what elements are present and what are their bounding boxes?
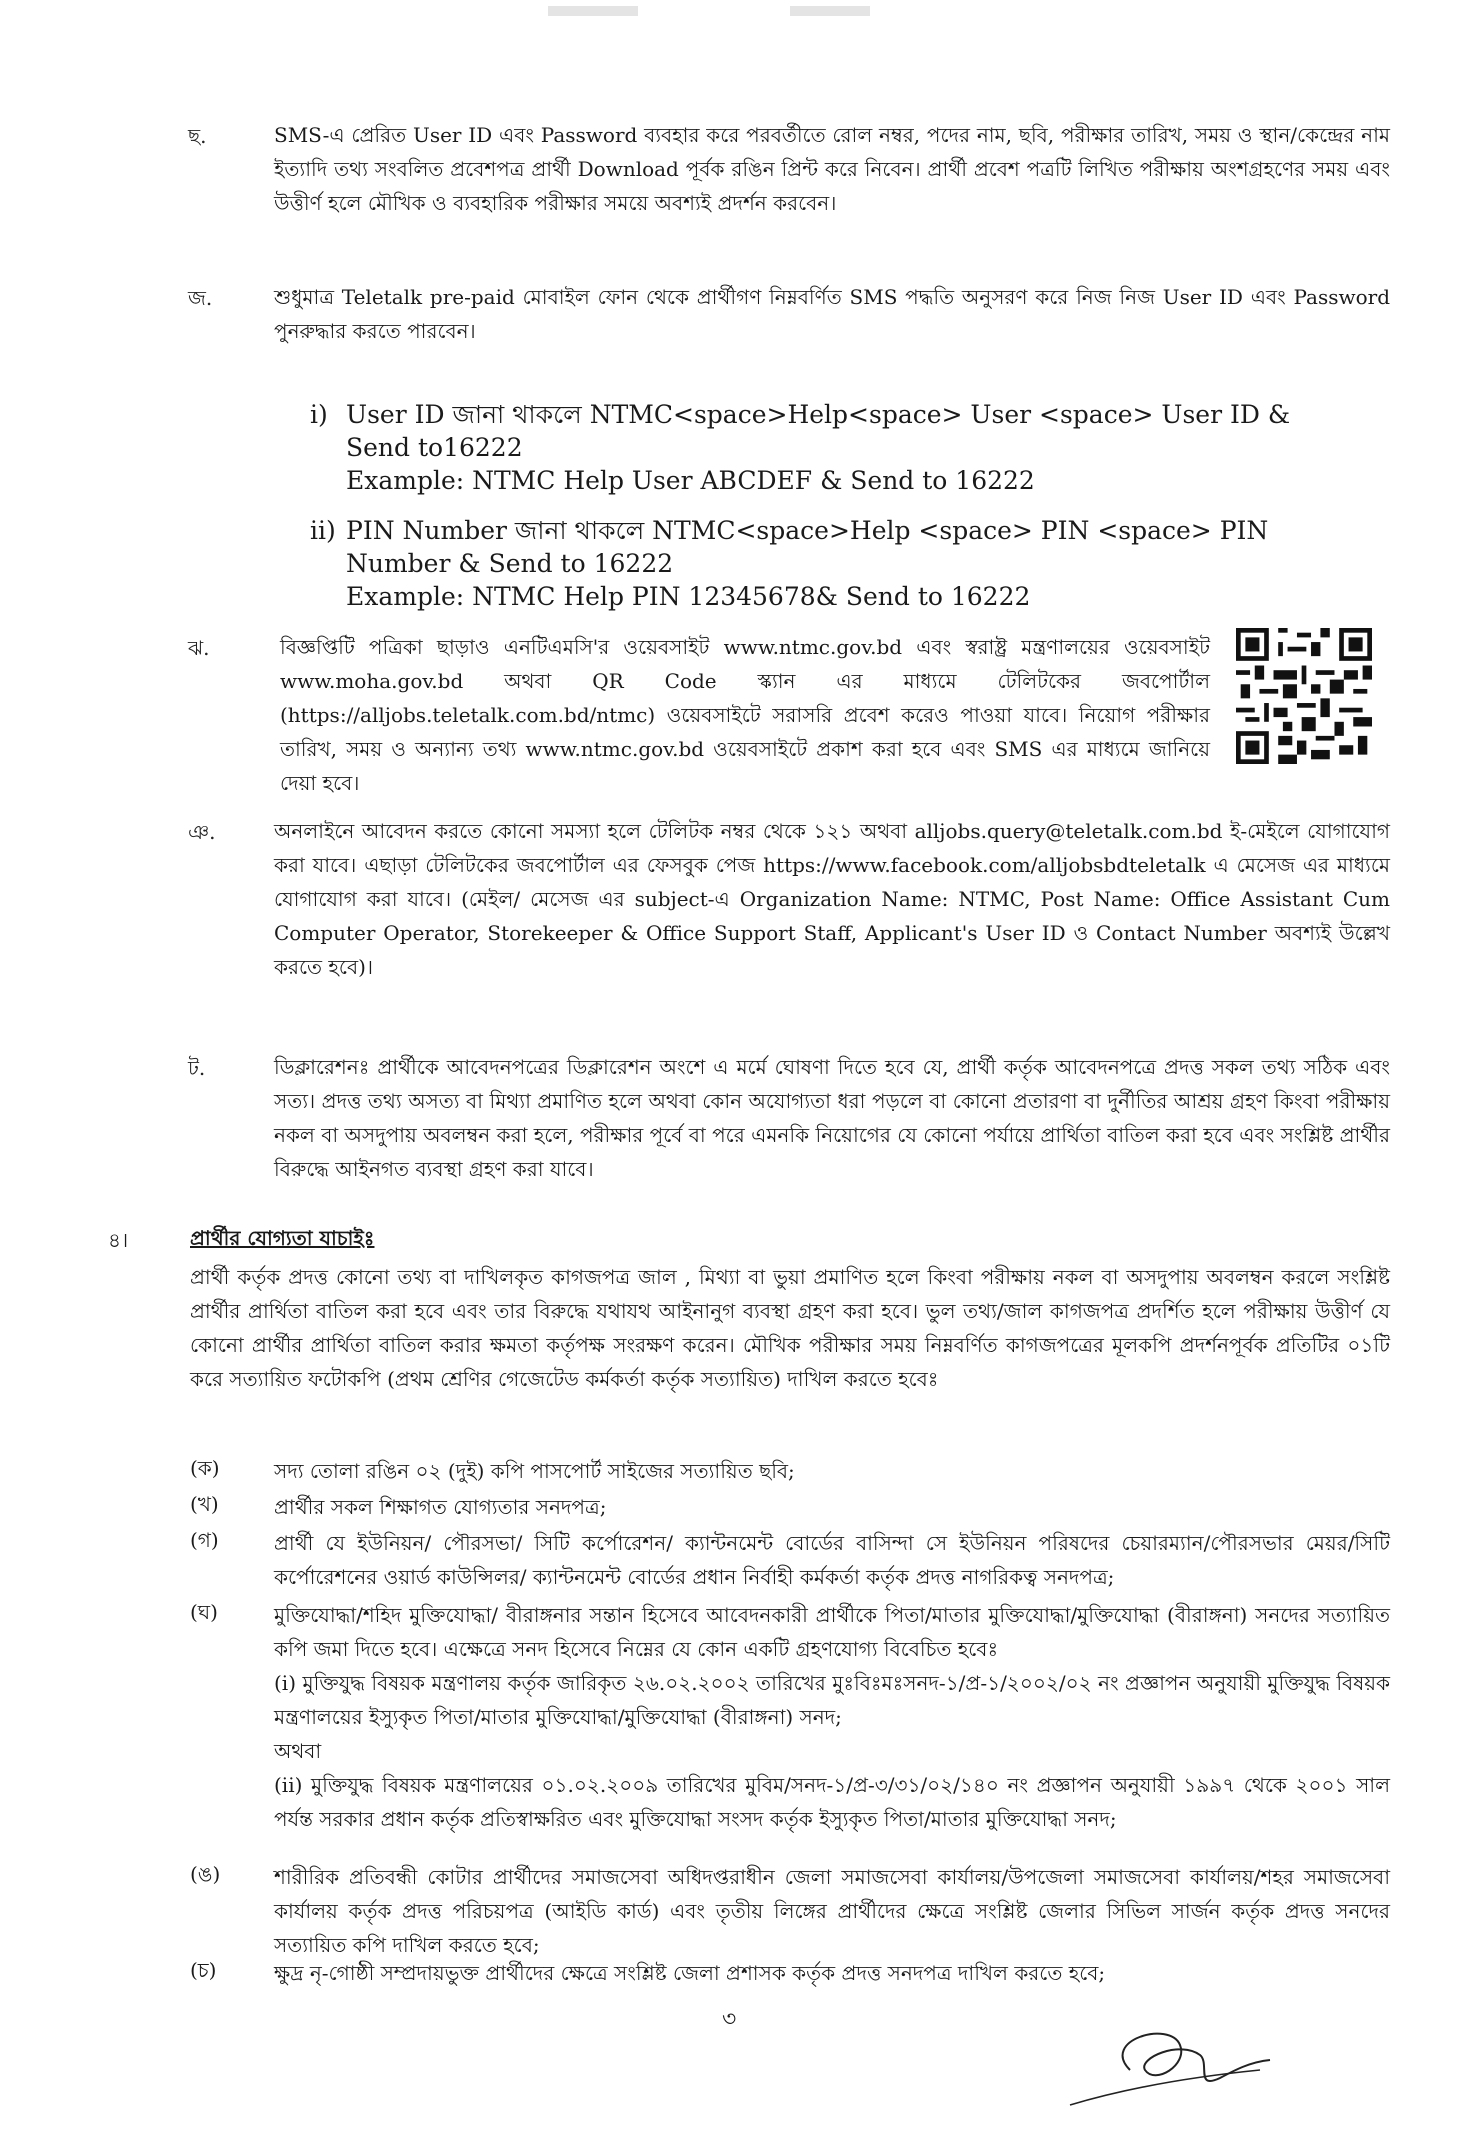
sub-example: Example: NTMC Help User ABCDEF & Send to 16222 <box>346 466 1035 495</box>
list-text: সদ্য তোলা রঙিন ০২ (দুই) কপি পাসপোর্ট সাইজের সত্যায়িত ছবি; <box>274 1459 795 1483</box>
scan-artifact <box>548 6 638 16</box>
list-label: (ক) <box>190 1456 220 1480</box>
sub-example: Example: NTMC Help PIN 12345678& Send to 16222 <box>346 582 1031 611</box>
list-label: (চ) <box>190 1958 217 1982</box>
sms-instruction-pin <box>310 514 1390 613</box>
section-title: প্রার্থীর যোগ্যতা যাচাইঃ <box>190 1226 375 1250</box>
sub-line: PIN Number জানা থাকলে NTMC<space>Help <space> PIN <space> PIN <box>346 516 1269 545</box>
document-list-item <box>190 1598 1390 1836</box>
item-text: শুধুমাত্র Teletalk pre-paid মোবাইল ফোন থেকে প্রার্থীগণ নিম্নবর্ণিত SMS পদ্ধতি অনুসরণ করে নিজ নিজ User ID এবং Password পুনরুদ্ধার করতে পারবেন। <box>274 285 1390 343</box>
section-intro: প্রার্থী কর্তৃক প্রদত্ত কোনো তথ্য বা দাখিলকৃত কাগজপত্র জাল , মিথ্যা বা ভুয়া প্রমাণিত হলে কিংবা পরীক্ষায় নকল বা অসদুপায় অবলম্বন করলে সংশ্লিষ্ট প্রার্থীর প্রার্থিতা বাতিল করা হবে এবং তার বিরুদ্ধে যথাযথ আইনানুগ ব্যবস্থা গ্রহণ করা হবে। ভুল তথ্য/জাল কাগজপত্র প্রদর্শিত হলে পরীক্ষায় উত্তীর্ণ যে কোনো প্রার্থীর প্রার্থিতা বাতিল করার ক্ষমতা কর্তৃপক্ষ সংরক্ষণ করেন। মৌখিক পরীক্ষার সময় নিম্নবর্ণিত কাগজপত্রের মূলকপি প্রদর্শনপূর্বক প্রতিটির ০১টি করে সত্যায়িত ফটোকপি (প্রথম শ্রেণির গেজেটেড কর্মকর্তা কর্তৃক সত্যায়িত) দাখিল করতে হবেঃ <box>190 1265 1390 1391</box>
section-number: ৪। <box>108 1228 129 1252</box>
item-label: জ. <box>188 286 213 310</box>
document-list-item <box>190 1860 1390 1962</box>
list-label: (গ) <box>190 1528 219 1552</box>
list-text: ক্ষুদ্র নৃ-গোষ্ঠী সম্প্রদায়ভুক্ত প্রার্থীদের ক্ষেত্রে সংশ্লিষ্ট জেলা প্রশাসক কর্তৃক প্রদত্ত সনদপত্র দাখিল করতে হবে; <box>274 1961 1106 1985</box>
list-or: অথবা <box>274 1739 322 1763</box>
list-item-jha <box>190 630 1210 800</box>
item-text: SMS-এ প্রেরিত User ID এবং Password ব্যবহার করে পরবর্তীতে রোল নম্বর, পদের নাম, ছবি, পরীক্ষার তারিখ, সময় ও স্থান/কেন্দ্রের নাম ইত্যাদি তথ্য সংবলিত প্রবেশপত্র প্রার্থী Download পূর্বক রঙিন প্রিন্ট করে নিবেন। প্রার্থী প্রবেশ পত্রটি লিখিত পরীক্ষায় অংশগ্রহণের সময় এবং উত্তীর্ণ হলে মৌখিক ও ব্যবহারিক পরীক্ষার সময়ে অবশ্যই প্রদর্শন করবেন। <box>274 123 1390 215</box>
list-item-nya <box>190 814 1390 984</box>
sms-instruction-user-id <box>310 398 1390 497</box>
item-label: ঝ. <box>188 636 210 660</box>
list-label: (ঙ) <box>190 1862 221 1886</box>
item-label: ঞ. <box>188 820 216 844</box>
list-label: (খ) <box>190 1492 219 1516</box>
list-subtext: (i) মুক্তিযুদ্ধ বিষয়ক মন্ত্রণালয় কর্তৃক জারিকৃত ২৬.০২.২০০২ তারিখের মুঃবিঃমঃসনদ-১/প্র-১/২০০২/০২ নং প্রজ্ঞাপন অনুযায়ী মুক্তিযুদ্ধ বিষয়ক মন্ত্রণালয়ের ইস্যুকৃত পিতা/মাতার মুক্তিযোদ্ধা/মুক্তিযোদ্ধা (বীরাঙ্গনা) সনদ; <box>274 1671 1390 1729</box>
list-text: শারীরিক প্রতিবন্ধী কোটার প্রার্থীদের সমাজসেবা অধিদপ্তরাধীন জেলা সমাজসেবা কার্যালয়/উপজেলা সমাজসেবা কার্যালয়/শহর সমাজসেবা কার্যালয় কর্তৃক প্রদত্ত পরিচয়পত্র (আইডি কার্ড) এবং তৃতীয় লিঙ্গের প্রার্থীদের ক্ষেত্রে সংশ্লিষ্ট জেলার সিভিল সার্জন কর্তৃক প্রদত্ত সনদের সত্যায়িত কপি দাখিল করতে হবে; <box>274 1865 1390 1957</box>
item-text: অনলাইনে আবেদন করতে কোনো সমস্যা হলে টেলিটক নম্বর থেকে ১২১ অথবা alljobs.query@teletalk.com.bd ই-মেইলে যোগাযোগ করা যাবে। এছাড়া টেলিটকের জবপোর্টাল এর ফেসবুক পেজ https://www.facebook.com/alljobsbdteletalk এ মেসেজ এর মাধ্যমে যোগাযোগ করা যাবে। (মেইল/ মেসেজ এর subject-এ Organization Name: NTMC, Post Name: Office Assistant Cum Computer Operator, Storekeeper & Office Support Staff, Applicant's User ID ও Contact Number অবশ্যই উল্লেখ করতে হবে)। <box>274 819 1390 979</box>
list-item-ja <box>190 280 1390 348</box>
list-item-ta <box>190 1050 1390 1186</box>
item-label: ছ. <box>188 124 207 148</box>
sub-line: Number & Send to 16222 <box>346 549 674 578</box>
item-text: বিজ্ঞপ্তিটি পত্রিকা ছাড়াও এনটিএমসি'র ওয়েবসাইট www.ntmc.gov.bd এবং স্বরাষ্ট্র মন্ত্রণালয়ের ওয়েবসাইট www.moha.gov.bd অথবা QR Code স্ক্যান এর মাধ্যমে টেলিটকের জবপোর্টাল (https://alljobs.teletalk.com.bd/ntmc) ওয়েবসাইটে সরাসরি প্রবেশ করেও পাওয়া যাবে। নিয়োগ পরীক্ষার তারিখ, সময় ও অন্যান্য তথ্য www.ntmc.gov.bd ওয়েবসাইটে প্রকাশ করা হবে এবং SMS এর মাধ্যমে জানিয়ে দেয়া হবে। <box>280 635 1210 795</box>
signature-icon <box>1060 2000 1280 2120</box>
list-text: প্রার্থী যে ইউনিয়ন/ পৌরসভা/ সিটি কর্পোরেশন/ ক্যান্টনমেন্ট বোর্ডের বাসিন্দা সে ইউনিয়ন পরিষদের চেয়ারম্যান/পৌরসভার মেয়র/সিটি কর্পোরেশনের ওয়ার্ড কাউন্সিলর/ ক্যান্টনমেন্ট বোর্ডের প্রধান নির্বাহী কর্মকর্তা কর্তৃক প্রদত্ত নাগরিকত্ব সনদপত্র; <box>274 1531 1390 1589</box>
list-item-cha <box>190 118 1390 220</box>
document-list-item <box>190 1490 1390 1524</box>
document-list-item <box>190 1454 1390 1488</box>
sub-line: Send to16222 <box>346 433 523 462</box>
sub-number: ii) <box>310 516 336 545</box>
document-list-item <box>190 1956 1390 1990</box>
sub-number: i) <box>310 400 328 429</box>
document-list-item <box>190 1526 1390 1594</box>
page-number: ৩ <box>722 2007 737 2032</box>
scan-artifact <box>790 6 870 16</box>
qr-code-icon[interactable] <box>1236 628 1372 764</box>
list-subtext: (ii) মুক্তিযুদ্ধ বিষয়ক মন্ত্রণালয়ের ০১.০২.২০০৯ তারিখের মুবিম/সনদ-১/প্র-৩/৩১/০২/১৪০ নং প্রজ্ঞাপন অনুযায়ী ১৯৯৭ থেকে ২০০১ সাল পর্যন্ত সরকার প্রধান কর্তৃক প্রতিস্বাক্ষরিত এবং মুক্তিযোদ্ধা সংসদ কর্তৃক ইস্যুকৃত পিতা/মাতার মুক্তিযোদ্ধা সনদ; <box>274 1773 1390 1831</box>
list-text: প্রার্থীর সকল শিক্ষাগত যোগ্যতার সনদপত্র; <box>274 1495 607 1519</box>
item-label: ট. <box>188 1056 206 1080</box>
list-text: মুক্তিযোদ্ধা/শহিদ মুক্তিযোদ্ধা/ বীরাঙ্গনার সন্তান হিসেবে আবেদনকারী প্রার্থীকে পিতা/মাতার মুক্তিযোদ্ধা/মুক্তিযোদ্ধা (বীরাঙ্গনা) সনদের সত্যায়িত কপি জমা দিতে হবে। এক্ষেত্রে সনদ হিসেবে নিম্নের যে কোন একটি গ্রহণযোগ্য বিবেচিত হবেঃ <box>274 1603 1390 1661</box>
list-label: (ঘ) <box>190 1600 218 1624</box>
item-text: ডিক্লারেশনঃ প্রার্থীকে আবেদনপত্রের ডিক্লারেশন অংশে এ মর্মে ঘোষণা দিতে হবে যে, প্রার্থী কর্তৃক আবেদনপত্রে প্রদত্ত সকল তথ্য সঠিক এবং সত্য। প্রদত্ত তথ্য অসত্য বা মিথ্যা প্রমাণিত হলে অথবা কোন অযোগ্যতা ধরা পড়লে বা কোনো প্রতারণা বা দুর্নীতির আশ্রয় গ্রহণ কিংবা পরীক্ষায় নকল বা অসদুপায় অবলম্বন করা হলে, পরীক্ষার পূর্বে বা পরে এমনকি নিয়োগের যে কোনো পর্যায়ে প্রার্থিতা বাতিল করা হবে এবং সংশ্লিষ্ট প্রার্থীর বিরুদ্ধে আইনগত ব্যবস্থা গ্রহণ করা যাবে। <box>274 1055 1390 1181</box>
sub-line: User ID জানা থাকলে NTMC<space>Help<space> User <space> User ID & <box>346 400 1291 429</box>
